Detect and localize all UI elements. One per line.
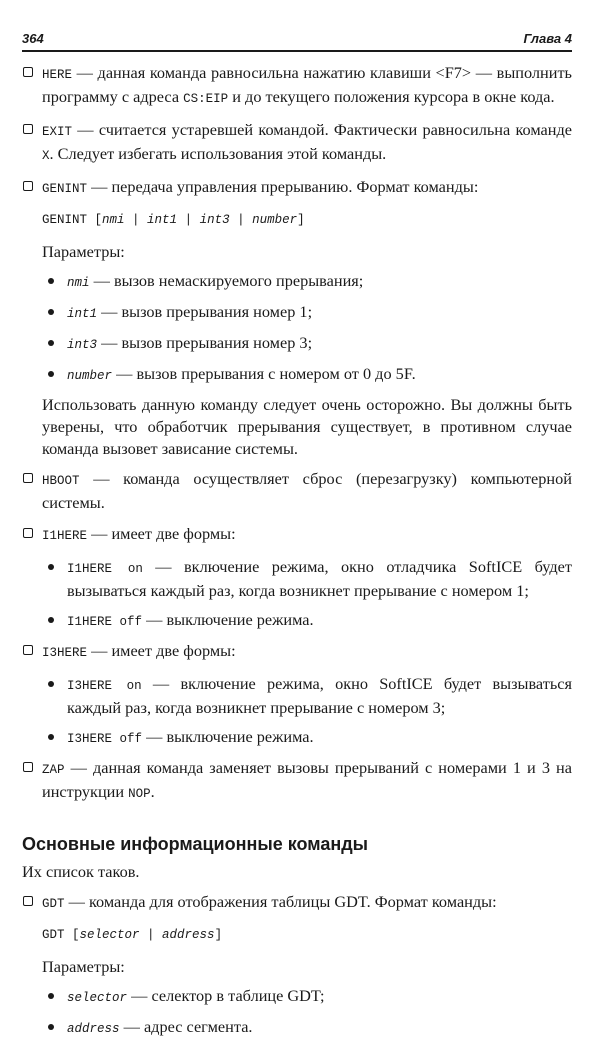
code-arg: address [162, 928, 215, 942]
bullet-dot-icon [48, 371, 54, 377]
bullet-dot-icon [48, 1024, 54, 1030]
x-term: X [42, 149, 50, 163]
code-sep: | [124, 213, 148, 227]
form-text: — включение режима, окно SoftICE будет вызываться каждый раз, когда возникнет прерывание с номером 3; [67, 674, 572, 717]
code-part: ] [214, 928, 223, 942]
bullet-dot-icon [48, 681, 54, 687]
item-i1here [22, 523, 572, 547]
bullet-dot-icon [48, 993, 54, 999]
code-arg: int3 [199, 213, 230, 227]
item-gdt [22, 891, 572, 915]
checkbox-bullet-icon [23, 645, 33, 655]
param-term: number [67, 369, 113, 383]
command-name: I1HERE [42, 529, 88, 543]
form-term: I3HERE on [67, 679, 142, 693]
address-term: CS:EIP [183, 92, 229, 106]
item-text: — имеет две формы: [87, 524, 236, 543]
command-name: HERE [42, 68, 73, 82]
code-arg: number [252, 213, 298, 227]
code-sep: | [139, 928, 163, 942]
param-text: — вызов прерывания номер 1; [97, 302, 313, 321]
command-name: I3HERE [42, 646, 88, 660]
code-sep: | [177, 213, 200, 227]
list-item [22, 332, 572, 356]
item-text: — считается устаревшей командой. Фактически равносильна команде [72, 120, 572, 139]
item-genint [22, 176, 572, 200]
list-item [22, 1016, 572, 1040]
code-part: GENINT [ [42, 213, 103, 227]
bullet-dot-icon [48, 340, 54, 346]
nop-term: NOP [128, 787, 151, 801]
checkbox-bullet-icon [23, 473, 33, 483]
code-sep: | [229, 213, 253, 227]
bullet-dot-icon [48, 278, 54, 284]
code-format-genint [22, 209, 572, 231]
form-term: I3HERE off [67, 732, 143, 746]
param-text: — вызов немаскируемого прерывания; [89, 271, 364, 290]
form-text: — включение режима, окно отладчика SoftICE будет вызываться каждый раз, когда возникнет прерывание с номером 1; [67, 557, 572, 600]
page-header [22, 28, 572, 52]
list-item [22, 609, 572, 633]
item-text: — имеет две формы: [87, 641, 236, 660]
param-text: — селектор в таблице GDT; [127, 986, 325, 1005]
param-term: selector [67, 991, 128, 1005]
params-label: Параметры: [42, 957, 125, 976]
chapter-title: Глава 4 [523, 31, 572, 46]
checkbox-bullet-icon [23, 124, 33, 134]
code-format-gdt [22, 924, 572, 946]
checkbox-bullet-icon [23, 181, 33, 191]
command-name: EXIT [42, 125, 73, 139]
list-item [22, 726, 572, 750]
param-term: address [67, 1022, 120, 1036]
param-term: nmi [67, 276, 90, 290]
code-arg: int1 [147, 213, 178, 227]
form-term: I1HERE on [67, 562, 143, 576]
list-item [22, 556, 572, 602]
bullet-dot-icon [48, 617, 54, 623]
command-name: GENINT [42, 182, 88, 196]
item-text: — передача управления прерыванию. Формат команды: [87, 177, 479, 196]
params-label: Параметры: [42, 242, 125, 261]
command-name: GDT [42, 897, 65, 911]
list-item [22, 301, 572, 325]
param-text: — адрес сегмента. [119, 1017, 253, 1036]
form-term: I1HERE off [67, 615, 143, 629]
item-text: — данная команда равносильна нажатию клавиши <F7> — выполнить программу с адреса [42, 63, 572, 106]
list-item [22, 363, 572, 387]
checkbox-bullet-icon [23, 67, 33, 77]
item-text: — команда для отображения таблицы GDT. Формат команды: [64, 892, 497, 911]
command-name: HBOOT [42, 474, 80, 488]
item-text-2: . Следует избегать использования этой команды. [49, 144, 387, 163]
checkbox-bullet-icon [23, 528, 33, 538]
item-text-2: и до текущего положения курсора в окне кода. [228, 87, 555, 106]
form-text: — выключение режима. [142, 610, 314, 629]
code-arg: selector [79, 928, 140, 942]
list-item [22, 270, 572, 294]
bullet-dot-icon [48, 564, 54, 570]
param-text: — вызов прерывания с номером от 0 до 5F. [112, 364, 416, 383]
item-hboot [22, 468, 572, 514]
item-zap [22, 757, 572, 805]
page-content [22, 62, 572, 1047]
code-part: ] [297, 213, 305, 227]
param-term: int3 [67, 338, 98, 352]
section-heading: Основные информационные команды [22, 834, 369, 854]
checkbox-bullet-icon [23, 896, 33, 906]
code-arg: nmi [102, 213, 125, 227]
bullet-dot-icon [48, 309, 54, 315]
command-name: ZAP [42, 763, 65, 777]
param-text: — вызов прерывания номер 3; [97, 333, 313, 352]
item-text-2: . [150, 782, 155, 801]
code-part: GDT [ [42, 928, 80, 942]
list-item [22, 673, 572, 719]
bullet-dot-icon [48, 734, 54, 740]
item-i3here [22, 640, 572, 664]
section-intro: Их список таков. [22, 862, 140, 881]
param-term: int1 [67, 307, 98, 321]
page-number: 364 [22, 31, 44, 46]
item-text: — данная команда заменяет вызовы прерываний с номерами 1 и 3 на инструкции [42, 758, 572, 801]
form-text: — выключение режима. [142, 727, 314, 746]
genint-note: Использовать данную команду следует очень осторожно. Вы должны быть уверены, что обработчик прерывания существует, в противном случае команда вызовет зависание системы. [42, 395, 572, 458]
list-item [22, 985, 572, 1009]
checkbox-bullet-icon [23, 762, 33, 772]
item-here [22, 62, 572, 110]
item-exit [22, 119, 572, 167]
item-text: — команда осуществляет сброс (перезагрузку) компьютерной системы. [42, 469, 572, 512]
